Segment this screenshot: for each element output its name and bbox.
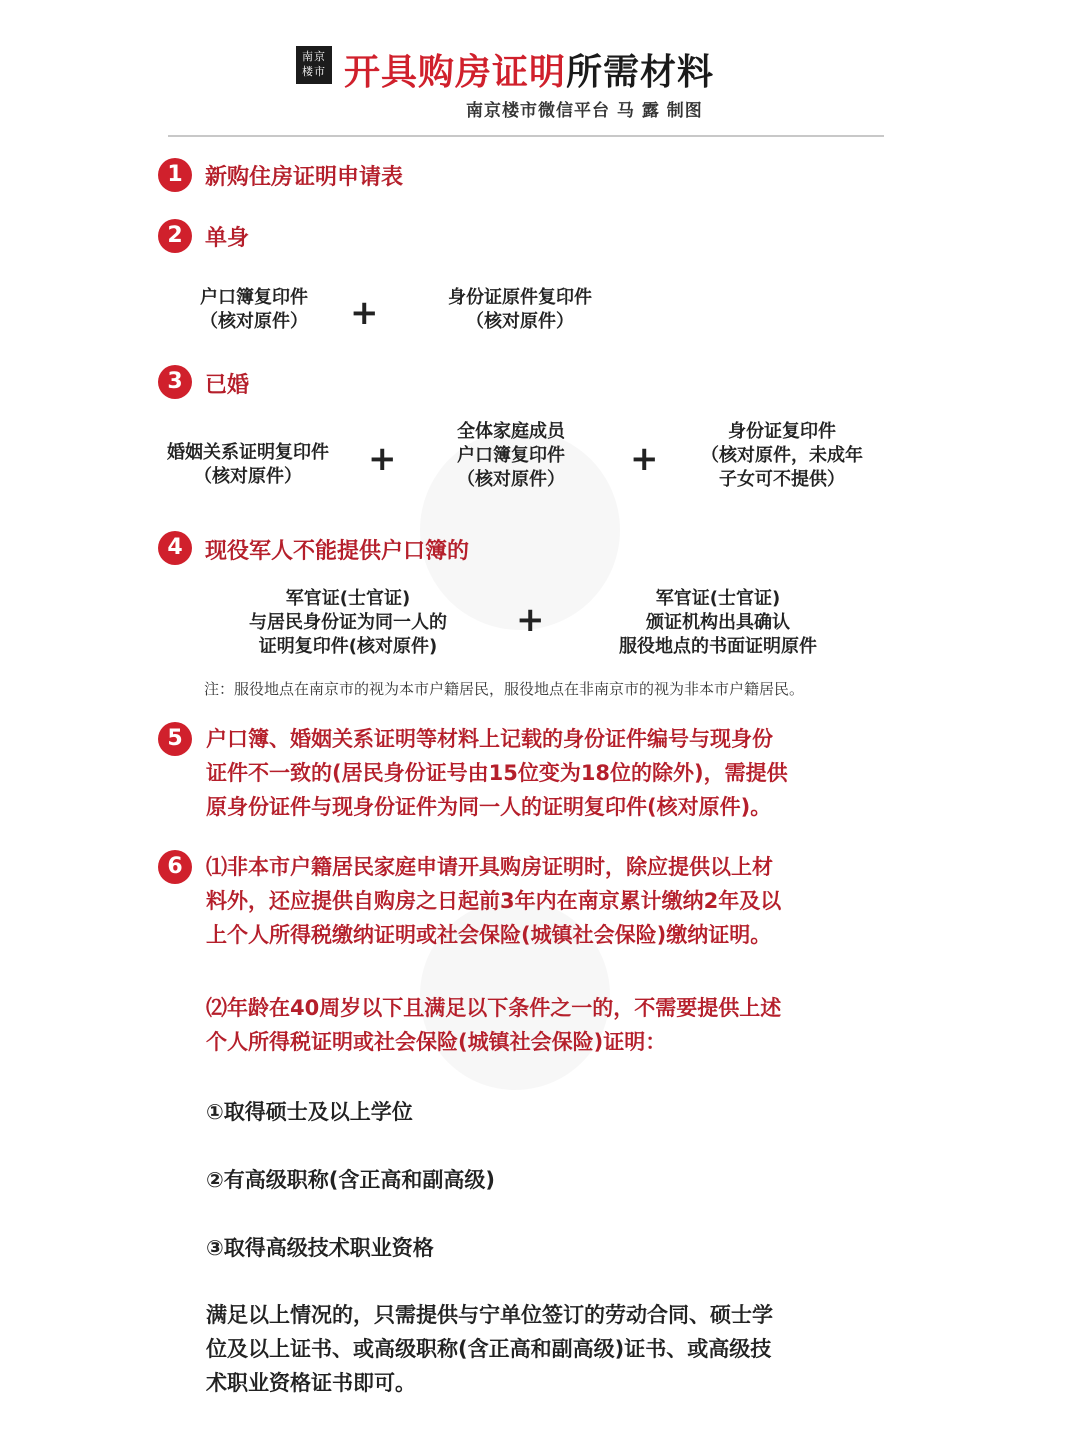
plus-icon: + — [630, 439, 659, 479]
plus-icon: + — [350, 293, 379, 333]
military-service-location-proof: 军官证(士官证) 颁证机构出具确认 服役地点的书面证明原件 — [619, 588, 817, 657]
section-2-title: 单身 — [205, 226, 250, 251]
section-1-title: 新购住房证明申请表 — [205, 165, 404, 190]
section-5-badge: 5 — [158, 722, 192, 756]
title-black: 所需材料 — [566, 52, 715, 93]
married-id-copy: 身份证复印件 （核对原件，未成年 子女可不提供） — [701, 421, 863, 490]
married-family-hukou-copy: 全体家庭成员 户口簿复印件 （核对原件） — [457, 421, 565, 490]
section-6-paragraph-2: ⑵年龄在40周岁以下且满足以下条件之一的，不需要提供上述 个人所得税证明或社会保险(城镇社会保险)证明： — [206, 996, 782, 1054]
section-4-badge: 4 — [158, 531, 192, 565]
section-3-title: 已婚 — [205, 373, 250, 398]
title-red: 开具购房证明 — [344, 52, 567, 93]
section-3-badge: 3 — [158, 365, 192, 399]
married-marriage-cert-copy: 婚姻关系证明复印件 （核对原件） — [167, 442, 329, 487]
military-id-proof-copy: 军官证(士官证) 与居民身份证为同一人的 证明复印件(核对原件) — [249, 588, 447, 657]
plus-icon: + — [516, 600, 545, 640]
single-hukou-copy: 户口簿复印件 （核对原件） — [200, 287, 308, 332]
single-id-copy: 身份证原件复印件 （核对原件） — [448, 287, 592, 332]
page-subtitle: 南京楼市微信平台 马 露 制图 — [466, 101, 703, 121]
plus-icon: + — [368, 439, 397, 479]
section-6-paragraph-1: ⑴非本市户籍居民家庭申请开具购房证明时，除应提供以上材 料外，还应提供自购房之日起前3年内在南京累计缴纳2年及以 上个人所得税缴纳证明或社会保险(城镇社会保险)缴纳证明。 — [206, 855, 782, 947]
condition-senior-qualification: ③取得高级技术职业资格 — [206, 1236, 434, 1260]
section-4-title: 现役军人不能提供户口簿的 — [205, 539, 470, 564]
header-divider — [168, 135, 884, 137]
section-6-badge: 6 — [158, 850, 192, 884]
section-6-final-text: 满足以上情况的，只需提供与宁单位签订的劳动合同、硕士学 位及以上证书、或高级职称(含正高和副高级)证书、或高级技 术职业资格证书即可。 — [206, 1303, 773, 1395]
condition-masters-degree: ①取得硕士及以上学位 — [206, 1100, 413, 1124]
page-title — [344, 44, 714, 95]
section-1-badge: 1 — [158, 158, 192, 192]
logo: 南京 楼市 — [296, 46, 332, 84]
condition-senior-title: ②有高级职称(含正高和副高级) — [206, 1168, 495, 1192]
section-5-text: 户口簿、婚姻关系证明等材料上记载的身份证件编号与现身份 证件不一致的(居民身份证号由15位变为18位的除外)，需提供 原身份证件与现身份证件为同一人的证明复印件(核对原件)。 — [206, 727, 788, 819]
military-note: 注：服役地点在南京市的视为本市户籍居民，服役地点在非南京市的视为非本市户籍居民。 — [204, 680, 805, 698]
section-2-badge: 2 — [158, 219, 192, 253]
